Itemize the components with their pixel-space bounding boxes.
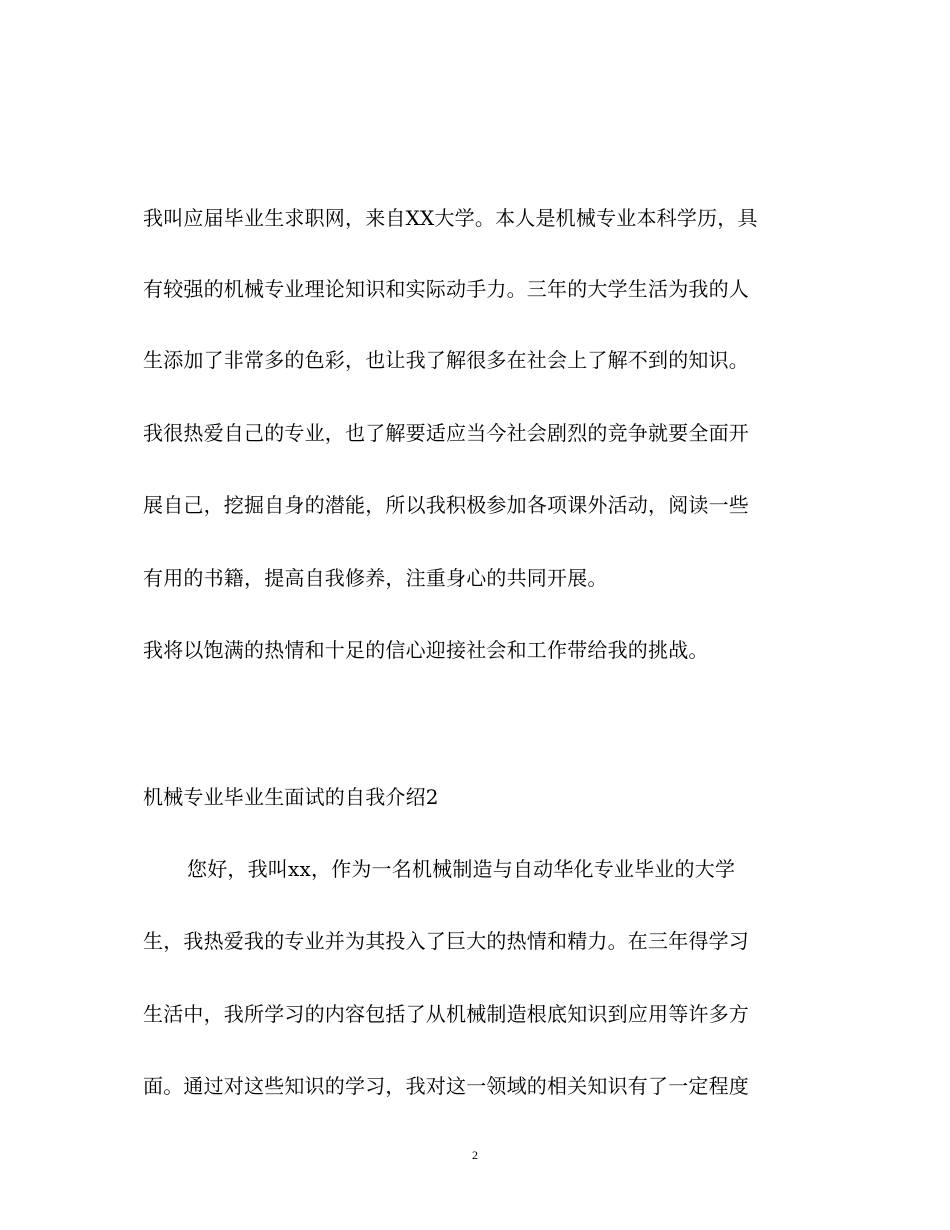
paragraph-1-line-3: 生添加了非常多的色彩，也让我了解很多在社会上了解不到的知识。	[143, 348, 749, 372]
paragraph-3-line-3: 生活中，我所学习的内容包括了从机械制造根底知识到应用等许多方	[143, 1002, 749, 1026]
paragraph-3-line-4: 面。通过对这些知识的学习，我对这一领域的相关知识有了一定程度	[143, 1074, 749, 1098]
paragraph-1-line-4: 我很热爱自己的专业，也了解要适应当今社会剧烈的竞争就要全面开	[143, 421, 749, 445]
paragraph-1-line-5: 展自己，挖掘自身的潜能，所以我积极参加各项课外活动，阅读一些	[143, 493, 749, 517]
page-number: 2	[472, 1148, 478, 1162]
section-title: 机械专业毕业生面试的自我介绍2	[143, 785, 439, 809]
paragraph-1-line-2: 有较强的机械专业理论知识和实际动手力。三年的大学生活为我的人	[143, 277, 749, 301]
paragraph-1-line-6: 有用的书籍，提高自我修养，注重身心的共同开展。	[143, 566, 608, 590]
paragraph-2: 我将以饱满的热情和十足的信心迎接社会和工作带给我的挑战。	[143, 638, 709, 662]
paragraph-3-line-2: 生，我热爱我的专业并为其投入了巨大的热情和精力。在三年得学习	[143, 929, 749, 953]
paragraph-3-line-1: 您好，我叫xx，作为一名机械制造与自动华化专业毕业的大学	[187, 857, 736, 881]
paragraph-1-line-1: 我叫应届毕业生求职网，来自XX大学。本人是机械专业本科学历，具	[143, 206, 758, 230]
